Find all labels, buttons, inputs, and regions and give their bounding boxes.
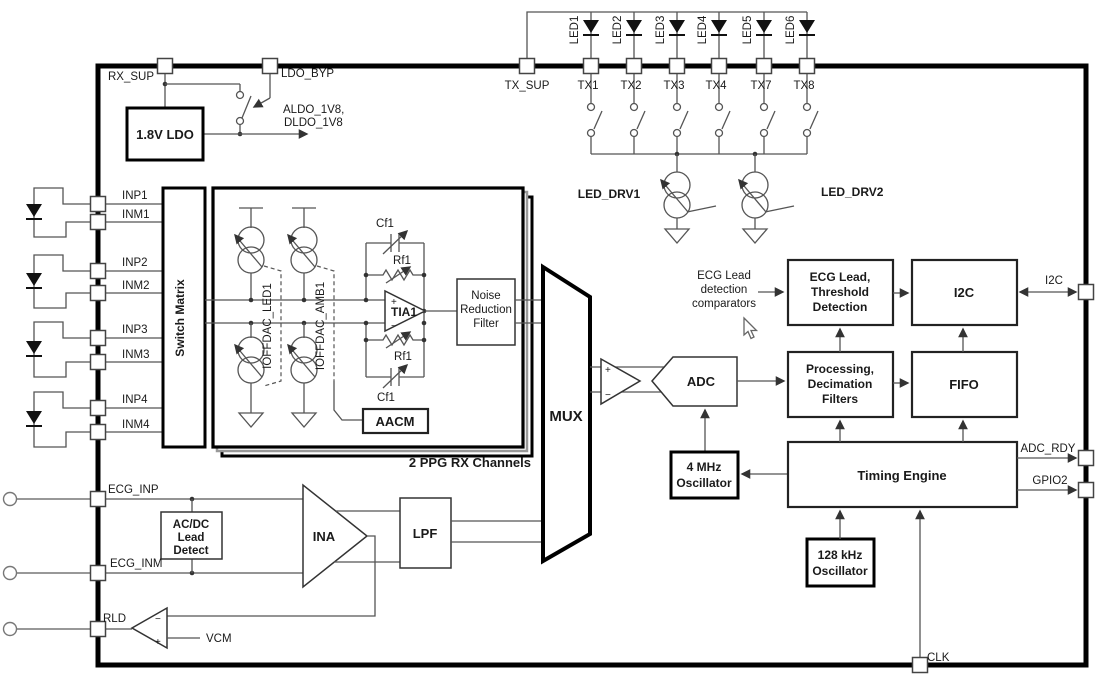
electrode-icon: [4, 623, 17, 636]
photodiode: [26, 255, 90, 308]
rld-amplifier: [132, 608, 167, 648]
rf1-top-label: Rf1: [393, 255, 411, 267]
osc-128khz-block: [807, 539, 874, 586]
dldo-label: DLDO_1V8: [284, 117, 343, 129]
pin-label-ecg-inm: ECG_INM: [110, 558, 163, 570]
ground-icon: [665, 229, 689, 243]
pin-label-inp3: INP3: [122, 324, 148, 336]
pin-inm4: [91, 425, 106, 440]
mouse-cursor-icon: [744, 318, 757, 339]
buffer-plus: +: [605, 365, 611, 376]
processing-label: Processing,: [805, 362, 875, 376]
pin-adc-rdy: [1079, 451, 1094, 466]
ldo-section: [127, 74, 344, 160]
i2c-block-label: I2C: [953, 285, 975, 300]
pin-tx1: [584, 59, 599, 74]
pin-label-ecg-inp: ECG_INP: [108, 484, 159, 496]
switch-matrix-label: Switch Matrix: [173, 279, 187, 357]
pin-inm1: [91, 215, 106, 230]
fifo-label: FIFO: [949, 377, 979, 392]
led4-diode: [711, 12, 727, 58]
electrode-icon: [4, 567, 17, 580]
pin-label-rx-sup: RX_SUP: [108, 71, 155, 83]
acdc-label: AC/DC: [172, 519, 210, 531]
pin-label-gpio2: GPIO2: [1032, 475, 1068, 487]
pin-i2c: [1079, 285, 1094, 300]
cf1-top-label: Cf1: [376, 218, 394, 230]
ldo-label: 1.8V LDO: [136, 127, 194, 142]
led2-label: LED2: [612, 15, 624, 45]
led3-diode: [669, 12, 685, 58]
aldo-label: ALDO_1V8,: [283, 104, 345, 116]
ecg-lead-label: Threshold: [810, 285, 870, 299]
pin-label-inp1: INP1: [122, 190, 148, 202]
acdc-label: Detect: [173, 545, 209, 557]
ina-label: INA: [312, 529, 336, 544]
tia1-plus: +: [391, 297, 397, 308]
comparators-note: comparators: [692, 298, 756, 310]
tia1-label: TIA1: [390, 305, 418, 319]
pin-inm2: [91, 286, 106, 301]
pin-label-tx4: TX4: [705, 80, 727, 92]
pin-ecg-inm: [91, 566, 106, 581]
photodiode: [26, 188, 90, 237]
led5-label: LED5: [742, 15, 754, 45]
digital-section: [788, 260, 1076, 657]
led-drv1-label: LED_DRV1: [577, 187, 641, 201]
osc-128khz-label: 128 kHz: [817, 548, 863, 562]
pin-tx2: [627, 59, 642, 74]
photodiode: [26, 322, 90, 377]
pin-label-tx8: TX8: [793, 80, 815, 92]
pin-label-tx7: TX7: [750, 80, 772, 92]
vcm-label: VCM: [206, 633, 232, 645]
lpf-label: LPF: [412, 526, 438, 541]
ecg-lead-label: Detection: [812, 300, 868, 314]
timing-engine-label: Timing Engine: [857, 468, 947, 483]
adc-label: ADC: [686, 374, 716, 389]
cf1-bottom-label: Cf1: [377, 392, 395, 404]
mux-label: MUX: [549, 408, 583, 425]
osc-4mhz-label: 4 MHz: [686, 460, 722, 474]
pin-label-tx-sup: TX_SUP: [504, 80, 550, 92]
pin-tx4: [712, 59, 727, 74]
photodiode: [26, 392, 90, 447]
pin-tx3: [670, 59, 685, 74]
noise-filter-label: Noise: [471, 290, 501, 302]
ppg-rx-channel: [205, 188, 532, 456]
osc-4mhz-block: [671, 452, 738, 498]
led4-label: LED4: [697, 15, 709, 45]
led1-diode: [583, 12, 599, 58]
osc-4mhz-label: Oscillator: [676, 476, 732, 490]
pin-label-tx3: TX3: [663, 80, 685, 92]
ioffdac-led1-label: IOFFDAC_LED1: [262, 283, 274, 369]
led2-diode: [626, 12, 642, 58]
pin-inm3: [91, 355, 106, 370]
pin-label-tx1: TX1: [577, 80, 599, 92]
ecg-front-end: [4, 485, 544, 648]
noise-filter-label: Reduction: [460, 304, 512, 316]
pin-label-adc-rdy: ADC_RDY: [1020, 443, 1076, 455]
led6-diode: [799, 12, 815, 58]
pin-label-rld: RLD: [103, 613, 127, 625]
pin-tx-sup: [520, 59, 535, 74]
osc-128khz-label: Oscillator: [812, 564, 868, 578]
pin-clk: [913, 658, 928, 673]
led-tx-section: [527, 12, 815, 58]
ppg-channels-note: 2 PPG RX Channels: [408, 455, 531, 470]
ioffdac-amb1-label: IOFFDAC_AMB1: [315, 281, 327, 371]
rf1-bottom-label: Rf1: [394, 351, 412, 363]
tia1-minus: −: [391, 321, 397, 332]
pin-ldo-byp: [263, 59, 278, 74]
pin-inp1: [91, 197, 106, 212]
acdc-label: Lead: [177, 532, 205, 544]
pin-label-ldo-byp: LDO_BYP: [281, 68, 335, 80]
pin-tx7: [757, 59, 772, 74]
electrode-icon: [4, 493, 17, 506]
comparators-note: detection: [700, 284, 748, 296]
pin-rx-sup: [158, 59, 173, 74]
noise-filter-label: Filter: [473, 318, 499, 330]
pin-label-inm1: INM1: [122, 209, 150, 221]
led3-label: LED3: [655, 15, 667, 45]
pin-label-inm2: INM2: [122, 280, 150, 292]
pin-label-i2c: I2C: [1045, 275, 1063, 287]
aacm-label: AACM: [375, 414, 415, 429]
pin-label-inm3: INM3: [122, 349, 150, 361]
pin-label-clk: CLK: [927, 652, 950, 664]
pin-tx8: [800, 59, 815, 74]
led-driver-2: [739, 152, 794, 243]
ground-icon: [743, 229, 767, 243]
buffer-minus: −: [605, 390, 611, 401]
led1-label: LED1: [569, 15, 581, 45]
rld-minus: −: [155, 614, 161, 625]
pin-label-inp2: INP2: [122, 257, 148, 269]
rld-plus: +: [155, 637, 161, 648]
processing-label: Filters: [821, 392, 859, 406]
pin-inp2: [91, 264, 106, 279]
pin-label-inp4: INP4: [122, 394, 148, 406]
led-driver-1: [661, 152, 716, 243]
pin-gpio2: [1079, 483, 1094, 498]
pin-label-inm4: INM4: [122, 419, 150, 431]
led6-label: LED6: [785, 15, 797, 45]
led5-diode: [756, 12, 772, 58]
pin-ecg-inp: [91, 492, 106, 507]
comparators-note: ECG Lead: [697, 270, 751, 282]
ecg-lead-label: ECG Lead,: [809, 270, 871, 284]
processing-label: Decimation: [807, 377, 873, 391]
pin-inp4: [91, 401, 106, 416]
pin-inp3: [91, 331, 106, 346]
pin-label-tx2: TX2: [620, 80, 642, 92]
led-drv2-label: LED_DRV2: [821, 185, 884, 199]
